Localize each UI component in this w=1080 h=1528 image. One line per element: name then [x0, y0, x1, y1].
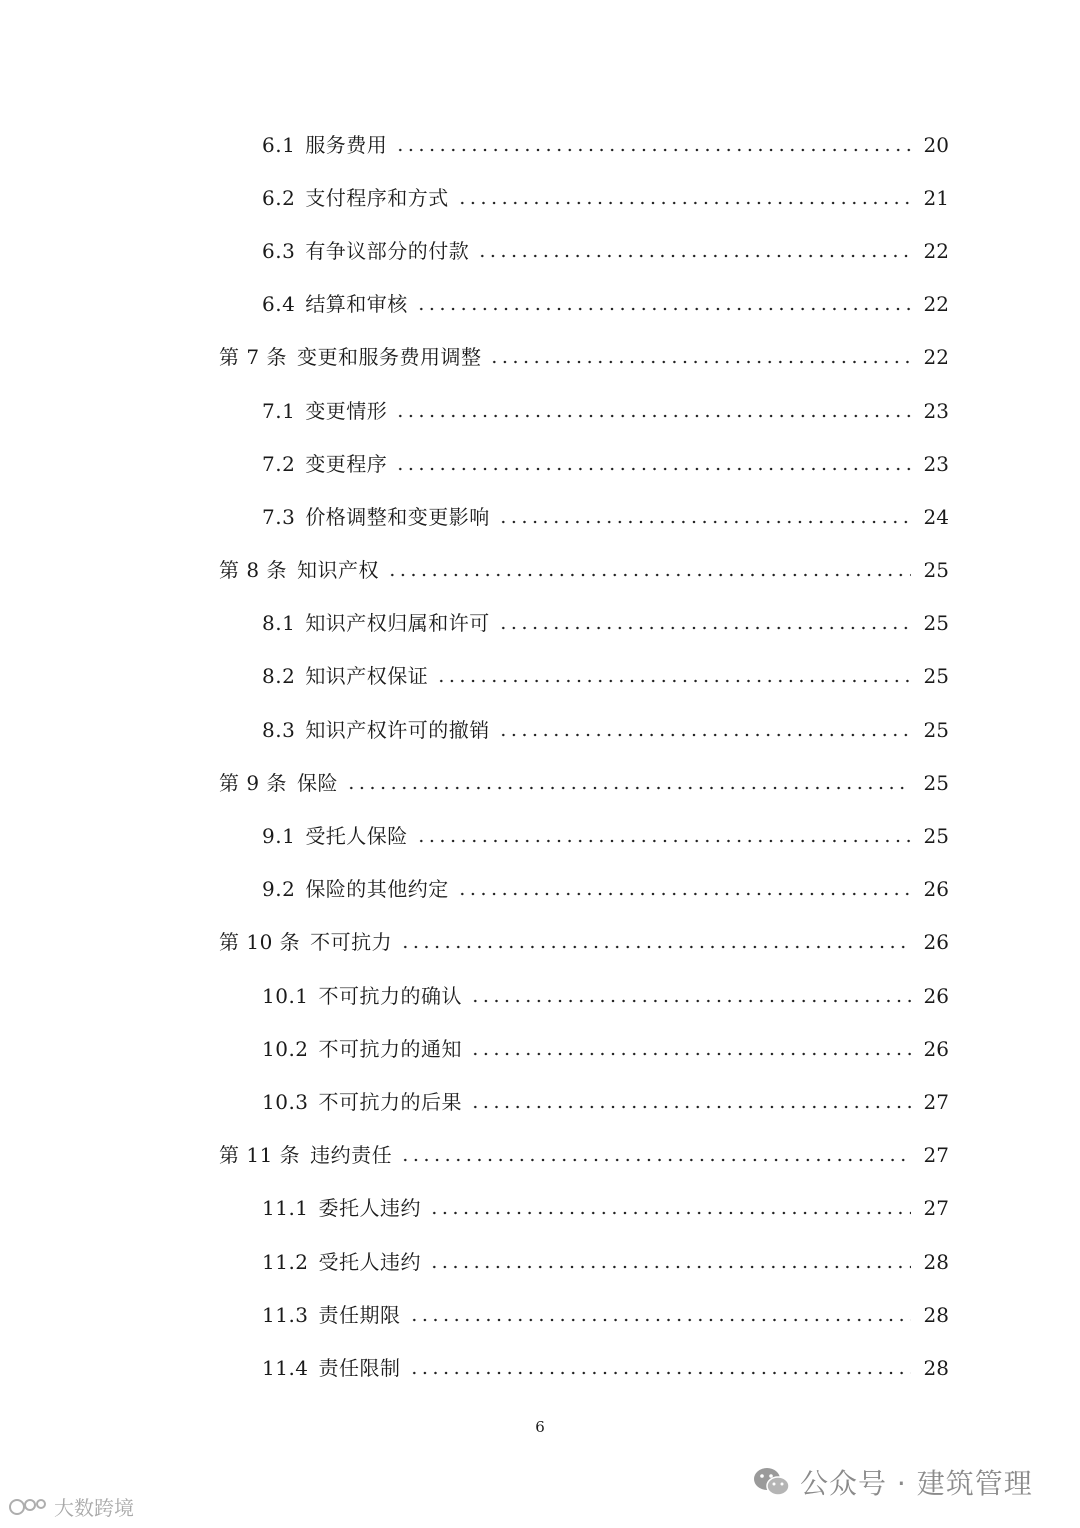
wechat-icon — [752, 1465, 792, 1499]
toc-entry-page: 26 — [923, 983, 949, 1008]
toc-dot-leader — [498, 520, 911, 524]
toc-entry-label — [262, 504, 494, 529]
toc-entry-title: 不可抗力的后果 — [318, 1089, 463, 1114]
toc-entry[interactable] — [0, 437, 1080, 490]
toc-entry-number: 11.4 — [262, 1355, 309, 1380]
toc-entry-label — [219, 345, 485, 370]
toc-entry-number: 7.1 — [262, 398, 296, 423]
toc-entry[interactable] — [0, 224, 1080, 277]
toc-entry-number: 9.1 — [262, 824, 296, 849]
toc-entry-title: 责任限制 — [318, 1355, 401, 1380]
toc-entry[interactable] — [0, 1288, 1080, 1341]
toc-entry[interactable] — [0, 1022, 1080, 1075]
toc-dot-leader — [346, 786, 911, 790]
toc-entry-page: 25 — [923, 611, 949, 636]
toc-entry-page: 21 — [923, 185, 949, 210]
toc-entry-title: 委托人违约 — [318, 1196, 422, 1221]
toc-entry[interactable] — [0, 384, 1080, 437]
toc-entry-title: 有争议部分的付款 — [305, 238, 470, 263]
toc-entry-page: 22 — [923, 345, 949, 370]
toc-entry[interactable] — [0, 331, 1080, 384]
toc-entry-page: 25 — [923, 824, 949, 849]
toc-entry-label — [262, 1249, 425, 1274]
toc-entry-page: 22 — [923, 238, 949, 263]
toc-entry-number: 8.2 — [262, 664, 296, 689]
toc-dot-leader — [457, 201, 911, 205]
toc-entry-title: 知识产权归属和许可 — [305, 611, 490, 636]
toc-entry-page: 24 — [923, 504, 949, 529]
toc-entry-number: 9.2 — [262, 877, 296, 902]
toc-entry-title: 受托人保险 — [305, 824, 408, 849]
toc-entry-title: 价格调整和变更影响 — [305, 504, 490, 529]
toc-entry[interactable] — [0, 1182, 1080, 1235]
toc-entry-number: 11.1 — [262, 1196, 309, 1221]
toc-entry[interactable] — [0, 756, 1080, 809]
toc-dot-leader — [400, 1158, 911, 1162]
logo-icon — [8, 1496, 48, 1518]
toc-entry-label — [262, 1302, 405, 1327]
toc-entry-number: 第 8 条 — [219, 558, 287, 583]
toc-entry[interactable] — [0, 1075, 1080, 1128]
toc-dot-leader — [457, 892, 911, 896]
toc-entry-label — [219, 770, 342, 795]
toc-dot-leader — [395, 467, 911, 471]
toc-entry-label — [262, 1036, 466, 1061]
toc-entry[interactable] — [0, 703, 1080, 756]
toc-entry-label — [262, 132, 391, 157]
toc-entry-title: 知识产权保证 — [305, 664, 429, 689]
watermark-right-text: 公众号 · 建筑管理 — [800, 1467, 1033, 1500]
toc-entry-number: 8.1 — [262, 611, 296, 636]
toc-entry[interactable] — [0, 544, 1080, 597]
toc-dot-leader — [409, 1371, 911, 1375]
toc-entry-label — [262, 1089, 466, 1114]
toc-dot-leader — [477, 254, 911, 258]
toc-entry[interactable] — [0, 490, 1080, 543]
toc-entry[interactable] — [0, 969, 1080, 1022]
toc-entry-number: 11.3 — [262, 1302, 309, 1327]
toc-entry-page: 25 — [923, 717, 949, 742]
toc-dot-leader — [416, 307, 911, 311]
toc-entry-number: 11.2 — [262, 1249, 309, 1274]
toc-entry-title: 知识产权许可的撤销 — [305, 717, 490, 742]
toc-entry[interactable] — [0, 278, 1080, 331]
toc-entry-page: 25 — [923, 664, 949, 689]
toc-entry-page: 28 — [923, 1302, 949, 1327]
toc-entry-page: 28 — [923, 1249, 949, 1274]
toc-dot-leader — [470, 1105, 911, 1109]
toc-entry-page: 26 — [923, 877, 949, 902]
toc-entry[interactable] — [0, 171, 1080, 224]
toc-dot-leader — [395, 414, 911, 418]
toc-entry-number: 7.2 — [262, 451, 296, 476]
toc-dot-leader — [436, 679, 911, 683]
toc-entry-page: 27 — [923, 1196, 949, 1221]
toc-dot-leader — [409, 1318, 911, 1322]
toc-entry-label — [262, 238, 473, 263]
toc-dot-leader — [470, 999, 911, 1003]
toc-dot-leader — [498, 733, 911, 737]
toc-entry-title: 保险 — [296, 770, 338, 795]
toc-entry-page: 20 — [923, 132, 949, 157]
toc-entry-title: 不可抗力的确认 — [318, 983, 463, 1008]
toc-entry[interactable] — [0, 118, 1080, 171]
toc-entry-title: 服务费用 — [305, 132, 388, 157]
toc-entry-title: 责任期限 — [318, 1302, 401, 1327]
toc-dot-leader — [498, 626, 911, 630]
toc-entry-label — [262, 664, 432, 689]
toc-entry-title: 结算和审核 — [305, 292, 408, 317]
toc-entry-number: 第 11 条 — [219, 1143, 301, 1168]
toc-entry-label — [262, 451, 391, 476]
toc-entry-number: 10.1 — [262, 983, 309, 1008]
toc-entry[interactable] — [0, 916, 1080, 969]
toc-entry-number: 7.3 — [262, 504, 296, 529]
toc-entry-number: 第 10 条 — [219, 930, 301, 955]
toc-dot-leader — [429, 1265, 911, 1269]
toc-entry-page: 25 — [923, 770, 949, 795]
toc-entry-number: 10.2 — [262, 1036, 309, 1061]
watermark-left-text: 大数跨境 — [54, 1496, 134, 1520]
toc-entry-label — [219, 558, 383, 583]
toc-entry-label — [262, 983, 466, 1008]
toc-entry-title: 保险的其他约定 — [305, 877, 449, 902]
toc-entry-page: 26 — [923, 1036, 949, 1061]
toc-entry-label — [262, 1196, 425, 1221]
toc-entry-label — [262, 398, 391, 423]
toc-entry-title: 知识产权 — [296, 558, 379, 583]
toc-entry-number: 6.2 — [262, 185, 296, 210]
toc-entry-page: 27 — [923, 1143, 949, 1168]
page-number: 6 — [535, 1418, 545, 1436]
toc-entry-label — [262, 292, 412, 317]
toc-entry-title: 支付程序和方式 — [305, 185, 449, 210]
toc-entry-number: 10.3 — [262, 1089, 309, 1114]
toc-entry-label — [262, 1355, 405, 1380]
toc-dot-leader — [429, 1211, 911, 1215]
toc-entry-page: 22 — [923, 292, 949, 317]
toc-entry-label — [262, 611, 494, 636]
toc-entry-number: 第 7 条 — [219, 345, 287, 370]
toc-entry-page: 23 — [923, 451, 949, 476]
toc-entry-page: 23 — [923, 398, 949, 423]
toc-entry-title: 违约责任 — [310, 1143, 393, 1168]
toc-entry-title: 受托人违约 — [318, 1249, 422, 1274]
toc-entry-title: 变更情形 — [305, 398, 388, 423]
toc-entry-number: 6.3 — [262, 238, 296, 263]
toc-entry[interactable] — [0, 597, 1080, 650]
toc-entry-number: 8.3 — [262, 717, 296, 742]
watermark-wechat — [752, 1462, 1033, 1502]
toc-entry-number: 6.1 — [262, 132, 296, 157]
toc-entry[interactable] — [0, 1235, 1080, 1288]
toc-entry-label — [262, 185, 453, 210]
toc-entry-page: 28 — [923, 1355, 949, 1380]
toc-entry[interactable] — [0, 1341, 1080, 1394]
toc-entry-label — [219, 930, 396, 955]
toc-entry-title: 不可抗力的通知 — [318, 1036, 463, 1061]
toc-dot-leader — [489, 360, 911, 364]
toc-entry-label — [219, 1143, 396, 1168]
toc-entry[interactable] — [0, 809, 1080, 862]
toc-entry[interactable] — [0, 1129, 1080, 1182]
toc-entry-page: 27 — [923, 1089, 949, 1114]
toc-entry-page: 25 — [923, 558, 949, 583]
toc-entry-title: 变更和服务费用调整 — [296, 345, 482, 370]
toc-entry-page: 26 — [923, 930, 949, 955]
toc-entry-title: 变更程序 — [305, 451, 388, 476]
watermark-brand — [8, 1492, 134, 1521]
toc-entry[interactable] — [0, 863, 1080, 916]
toc-entry-label — [262, 877, 453, 902]
toc-entry-title: 不可抗力 — [310, 930, 393, 955]
toc-entry-number: 第 9 条 — [219, 770, 287, 795]
toc-dot-leader — [416, 839, 911, 843]
toc-dot-leader — [387, 573, 911, 577]
toc-entry-number: 6.4 — [262, 292, 296, 317]
toc-dot-leader — [395, 148, 911, 152]
toc-entry[interactable] — [0, 650, 1080, 703]
table-of-contents — [0, 118, 1080, 1395]
toc-entry-label — [262, 824, 412, 849]
toc-dot-leader — [400, 945, 911, 949]
toc-entry-label — [262, 717, 494, 742]
toc-dot-leader — [470, 1052, 911, 1056]
